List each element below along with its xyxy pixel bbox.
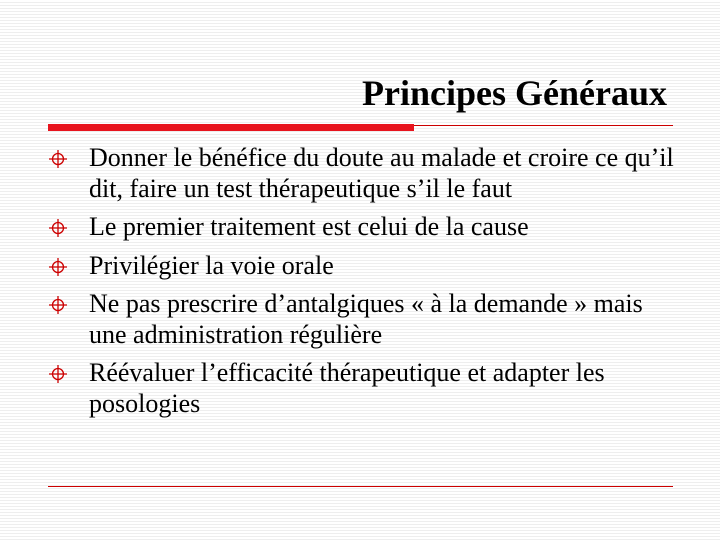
footer-rule bbox=[48, 486, 673, 487]
crosshair-circle-icon bbox=[48, 257, 68, 277]
bullet-item bbox=[44, 212, 684, 243]
crosshair-circle-icon bbox=[48, 364, 68, 384]
bullet-text: Donner le bénéfice du doute au malade et croire ce qu’il dit, faire un test thérapeutique s’il le faut bbox=[89, 143, 674, 203]
title-underline-accent bbox=[48, 124, 414, 131]
bullet-text: Le premier traitement est celui de la cause bbox=[89, 212, 529, 241]
bullet-text: Réévaluer l’efficacité thérapeutique et adapter les posologies bbox=[89, 358, 605, 418]
crosshair-circle-icon bbox=[48, 295, 68, 315]
bullet-item bbox=[44, 358, 684, 419]
slide-title: Principes Généraux bbox=[362, 73, 667, 113]
bullet-text: Privilégier la voie orale bbox=[89, 250, 334, 280]
bullet-item bbox=[44, 251, 684, 282]
bullet-item bbox=[44, 143, 684, 204]
bullet-list bbox=[44, 143, 684, 427]
crosshair-circle-icon bbox=[48, 149, 68, 169]
bullet-item bbox=[44, 289, 684, 350]
bullet-text: Ne pas prescrire d’antalgiques « à la demande » mais une administration régulière bbox=[89, 289, 643, 349]
crosshair-circle-icon bbox=[48, 218, 68, 238]
